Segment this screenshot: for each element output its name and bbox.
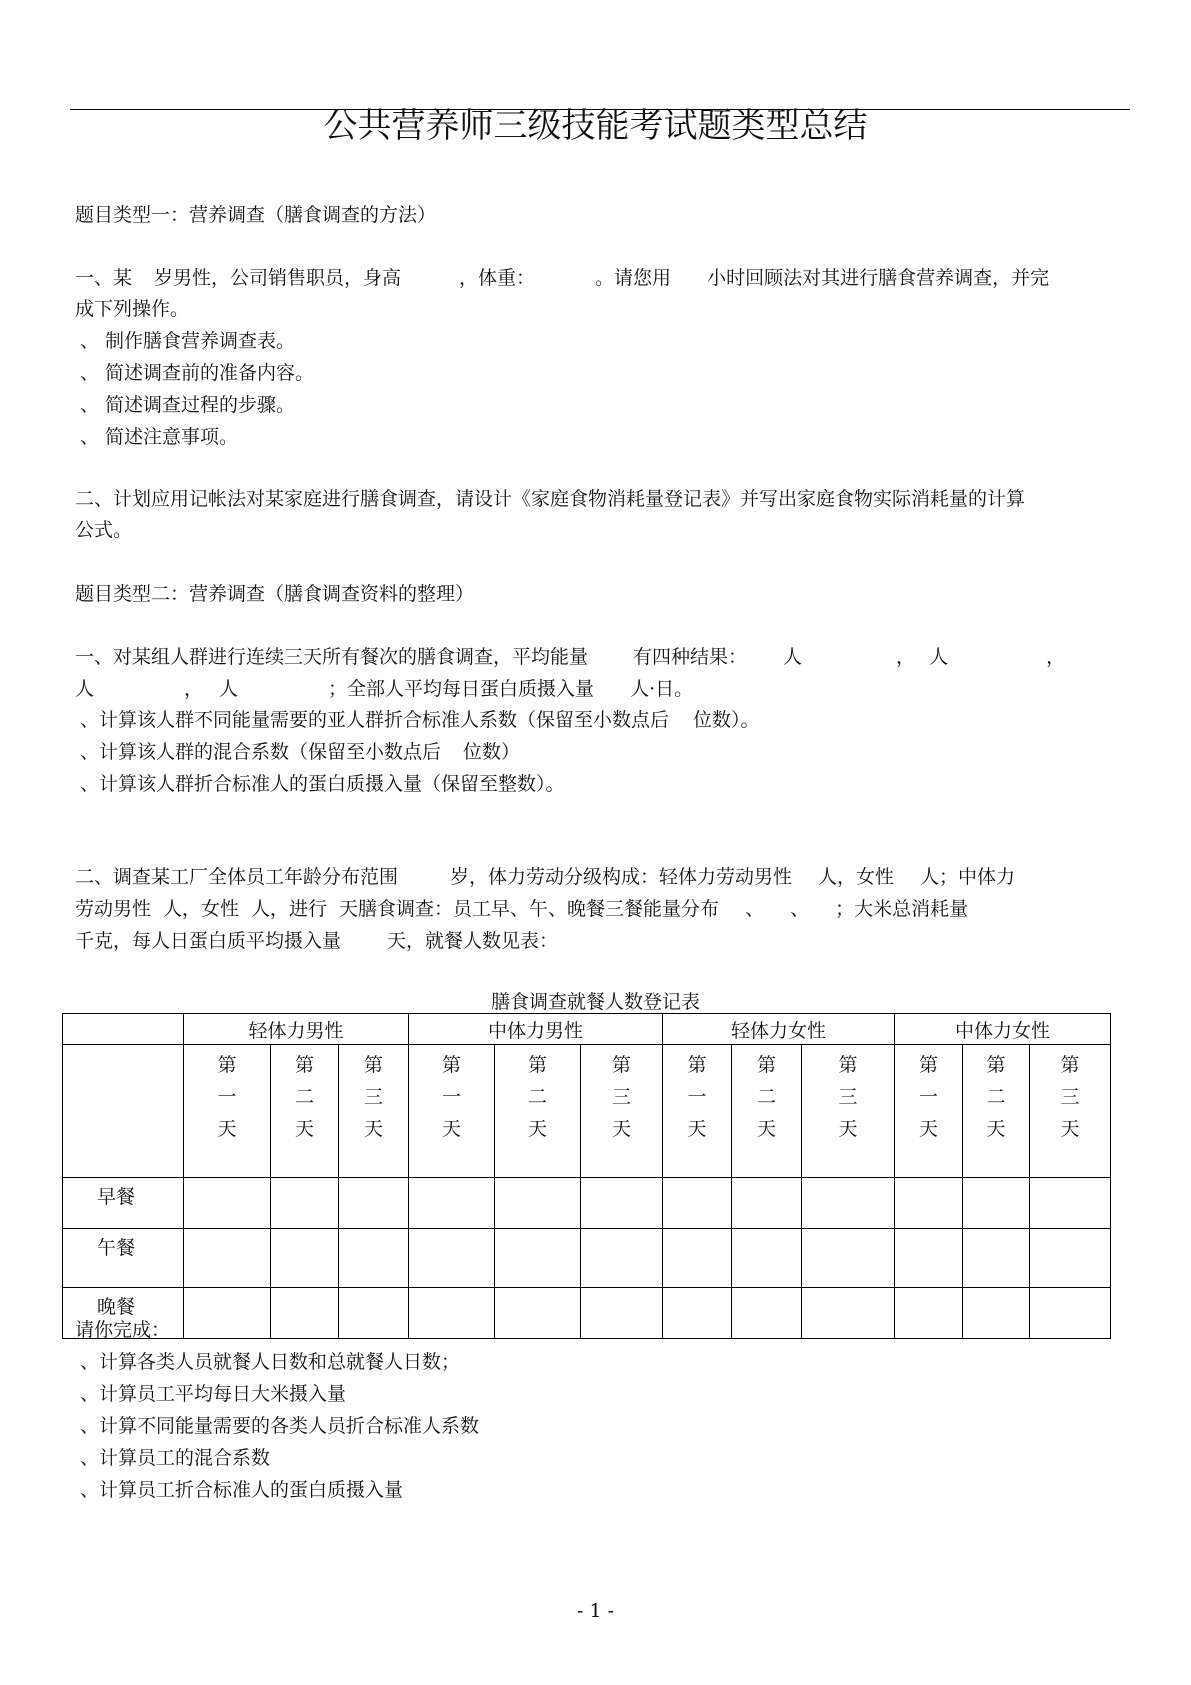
table-cell xyxy=(409,1229,495,1288)
day-header-label xyxy=(838,1045,858,1145)
day-header-label xyxy=(919,1045,939,1177)
group-header: 轻体力女性 xyxy=(663,1014,895,1045)
meal-count-table xyxy=(62,1013,1111,1339)
day-header-cell xyxy=(1030,1045,1111,1178)
table-cell xyxy=(963,1178,1030,1229)
day-header-cell xyxy=(495,1045,581,1178)
s2-q2-line2: 劳动男性 人，女性 人，进行 天膳食调查：员工早、午、晚餐三餐能量分布 、 、 ；大米总消耗量 xyxy=(75,898,969,920)
meal-label: 午餐 xyxy=(63,1229,184,1288)
s2-q2-line1: 二、调查某工厂全体员工年龄分布范围 岁，体力劳动分级构成：轻体力劳动男性 人，女性 人；中体力 xyxy=(75,866,1016,888)
day-header-char: 第 xyxy=(294,1054,314,1076)
s2-q1-item: 、计算该人群的混合系数（保留至小数点后 位数） xyxy=(80,741,521,763)
table-cell xyxy=(895,1288,963,1339)
table-cell xyxy=(271,1178,339,1229)
day-header-char: 第 xyxy=(1060,1054,1080,1076)
day-header-char: 三 xyxy=(1060,1086,1080,1108)
table-cell xyxy=(184,1178,271,1229)
day-header-cell xyxy=(409,1045,495,1178)
s1-q1-item: 、 简述调查前的准备内容。 xyxy=(80,362,315,384)
day-header-char: 天 xyxy=(217,1118,237,1140)
table-cell xyxy=(895,1229,963,1288)
day-header-char: 三 xyxy=(838,1086,858,1108)
tasks-intro: 请你完成： xyxy=(75,1319,171,1341)
day-header-char: 第 xyxy=(986,1054,1006,1076)
s1-q1-item: 、 简述调查过程的步骤。 xyxy=(80,394,296,416)
s1-q1-item: 、 制作膳食营养调查表。 xyxy=(80,330,296,352)
table-cell xyxy=(802,1229,895,1288)
day-header-char: 一 xyxy=(687,1086,707,1108)
group-header: 轻体力男性 xyxy=(184,1014,409,1045)
table-cell xyxy=(663,1229,732,1288)
day-header-char: 三 xyxy=(612,1086,632,1108)
s1-q2-line1: 二、计划应用记帐法对某家庭进行膳食调查，请设计《家庭食物消耗量登记表》并写出家庭食物实际消耗量的计算 xyxy=(75,488,1026,510)
task-item: 、计算各类人员就餐人日数和总就餐人日数； xyxy=(80,1351,461,1373)
day-header-char: 二 xyxy=(986,1086,1006,1108)
group-header: 中体力男性 xyxy=(409,1014,663,1045)
day-header-char: 二 xyxy=(757,1086,777,1108)
day-header-label xyxy=(528,1045,548,1145)
meal-label: 早餐 xyxy=(63,1178,184,1229)
day-header-label xyxy=(612,1045,632,1145)
day-header-cell xyxy=(732,1045,802,1178)
s1-q1-line1: 一、某 岁男性，公司销售职员，身高 ，体重： 。请您用 小时回顾法对其进行膳食营养调查，并完 xyxy=(75,267,1050,289)
day-header-cell xyxy=(184,1045,271,1178)
table-cell xyxy=(495,1229,581,1288)
day-header-cell xyxy=(581,1045,663,1178)
s2-q1-line2: 人 ， 人 ；全部人平均每日蛋白质摄入量 人·日。 xyxy=(75,678,694,700)
day-header-char: 天 xyxy=(757,1118,777,1140)
day-header-char: 天 xyxy=(986,1118,1006,1140)
table-cell xyxy=(409,1178,495,1229)
table-cell xyxy=(802,1178,895,1229)
empty-header-cell xyxy=(63,1045,184,1178)
table-row xyxy=(63,1288,1111,1339)
s2-q1-item: 、计算该人群不同能量需要的亚人群折合标准人系数（保留至小数点后 位数）。 xyxy=(80,709,760,731)
s2-q1-item: 、计算该人群折合标准人的蛋白质摄入量（保留至整数）。 xyxy=(80,773,565,795)
day-header-char: 第 xyxy=(528,1054,548,1076)
table-row xyxy=(63,1178,1111,1229)
page-number: - 1 - xyxy=(576,1600,614,1622)
day-header-char: 第 xyxy=(217,1054,237,1076)
task-item: 、计算员工平均每日大米摄入量 xyxy=(80,1383,347,1405)
table-cell xyxy=(1030,1178,1111,1229)
day-header-char: 一 xyxy=(217,1086,237,1108)
day-header-char: 天 xyxy=(363,1118,383,1140)
table-row xyxy=(63,1229,1111,1288)
table-caption: 膳食调查就餐人数登记表 xyxy=(490,991,700,1013)
day-header-cell xyxy=(895,1045,963,1178)
table-cell xyxy=(271,1229,339,1288)
day-header-label xyxy=(687,1045,707,1145)
table-cell xyxy=(495,1288,581,1339)
day-header-cell xyxy=(271,1045,339,1178)
table-cell xyxy=(339,1229,409,1288)
table-cell xyxy=(495,1178,581,1229)
day-header-char: 第 xyxy=(757,1054,777,1076)
day-header-char: 天 xyxy=(612,1118,632,1140)
table-cell xyxy=(802,1288,895,1339)
table-cell xyxy=(581,1229,663,1288)
table-cell xyxy=(732,1229,802,1288)
s2-q1-line1: 一、对某组人群进行连续三天所有餐次的膳食调查，平均能量 有四种结果： 人 ， 人 ， xyxy=(75,646,1066,668)
day-header-label xyxy=(217,1045,237,1145)
page-title: 公共营养师三级技能考试题类型总结 xyxy=(323,106,868,146)
day-header-char xyxy=(919,1145,939,1177)
day-header-label xyxy=(986,1045,1006,1145)
table-cell xyxy=(963,1288,1030,1339)
day-header-label xyxy=(295,1045,315,1145)
s1-q1-line2: 成下列操作。 xyxy=(75,298,190,320)
table-cell xyxy=(184,1288,271,1339)
day-header-cell xyxy=(339,1045,409,1178)
day-header-char: 天 xyxy=(528,1118,548,1140)
table-cell xyxy=(1030,1288,1111,1339)
group-header: 中体力女性 xyxy=(895,1014,1111,1045)
section1-heading: 题目类型一：营养调查（膳食调查的方法） xyxy=(75,204,437,226)
day-header-char: 二 xyxy=(528,1086,548,1108)
day-header-char: 第一 xyxy=(919,1054,939,1108)
table-cell xyxy=(895,1178,963,1229)
table-cell xyxy=(732,1288,802,1339)
day-header-char: 三 xyxy=(363,1086,383,1108)
day-header-label xyxy=(1060,1045,1080,1145)
table-cell xyxy=(409,1288,495,1339)
table-cell xyxy=(732,1178,802,1229)
corner-cell xyxy=(63,1014,184,1045)
day-header-char: 天 xyxy=(838,1118,858,1140)
day-header-cell xyxy=(663,1045,732,1178)
day-header-char: 第 xyxy=(687,1054,707,1076)
table-cell xyxy=(1030,1229,1111,1288)
day-header-char: 二 xyxy=(294,1086,314,1108)
day-header-char: 一 xyxy=(442,1086,462,1108)
day-header-label xyxy=(757,1045,777,1145)
day-header-cell xyxy=(802,1045,895,1178)
table-cell xyxy=(271,1288,339,1339)
task-item: 、计算不同能量需要的各类人员折合标准人系数 xyxy=(80,1415,480,1437)
table-cell xyxy=(339,1178,409,1229)
day-header-char: 天 xyxy=(1060,1118,1080,1140)
table-cell xyxy=(339,1288,409,1339)
table-cell xyxy=(963,1229,1030,1288)
s1-q2-line2: 公式。 xyxy=(75,519,133,541)
day-header-label xyxy=(442,1045,462,1145)
meal-label: 晚餐 xyxy=(63,1288,184,1339)
table-cell xyxy=(581,1178,663,1229)
day-header-label xyxy=(364,1045,384,1145)
day-header-char: 第 xyxy=(612,1054,632,1076)
table-cell xyxy=(184,1229,271,1288)
day-header-char: 天 xyxy=(919,1118,939,1140)
day-header-char: 天 xyxy=(294,1118,314,1140)
task-item: 、计算员工折合标准人的蛋白质摄入量 xyxy=(80,1479,404,1501)
day-header-cell xyxy=(963,1045,1030,1178)
table-cell xyxy=(581,1288,663,1339)
day-header-char: 第 xyxy=(838,1054,858,1076)
day-header-char: 第 xyxy=(442,1054,462,1076)
day-header-char: 天 xyxy=(442,1118,462,1140)
table-cell xyxy=(663,1288,732,1339)
day-header-char: 天 xyxy=(687,1118,707,1140)
section2-heading: 题目类型二：营养调查（膳食调查资料的整理） xyxy=(75,583,475,605)
table-cell xyxy=(663,1178,732,1229)
day-header-char: 第 xyxy=(363,1054,383,1076)
task-item: 、计算员工的混合系数 xyxy=(80,1447,271,1469)
s2-q2-line3: 千克，每人日蛋白质平均摄入量 天，就餐人数见表： xyxy=(75,930,559,952)
s1-q1-item: 、 简述注意事项。 xyxy=(80,426,239,448)
